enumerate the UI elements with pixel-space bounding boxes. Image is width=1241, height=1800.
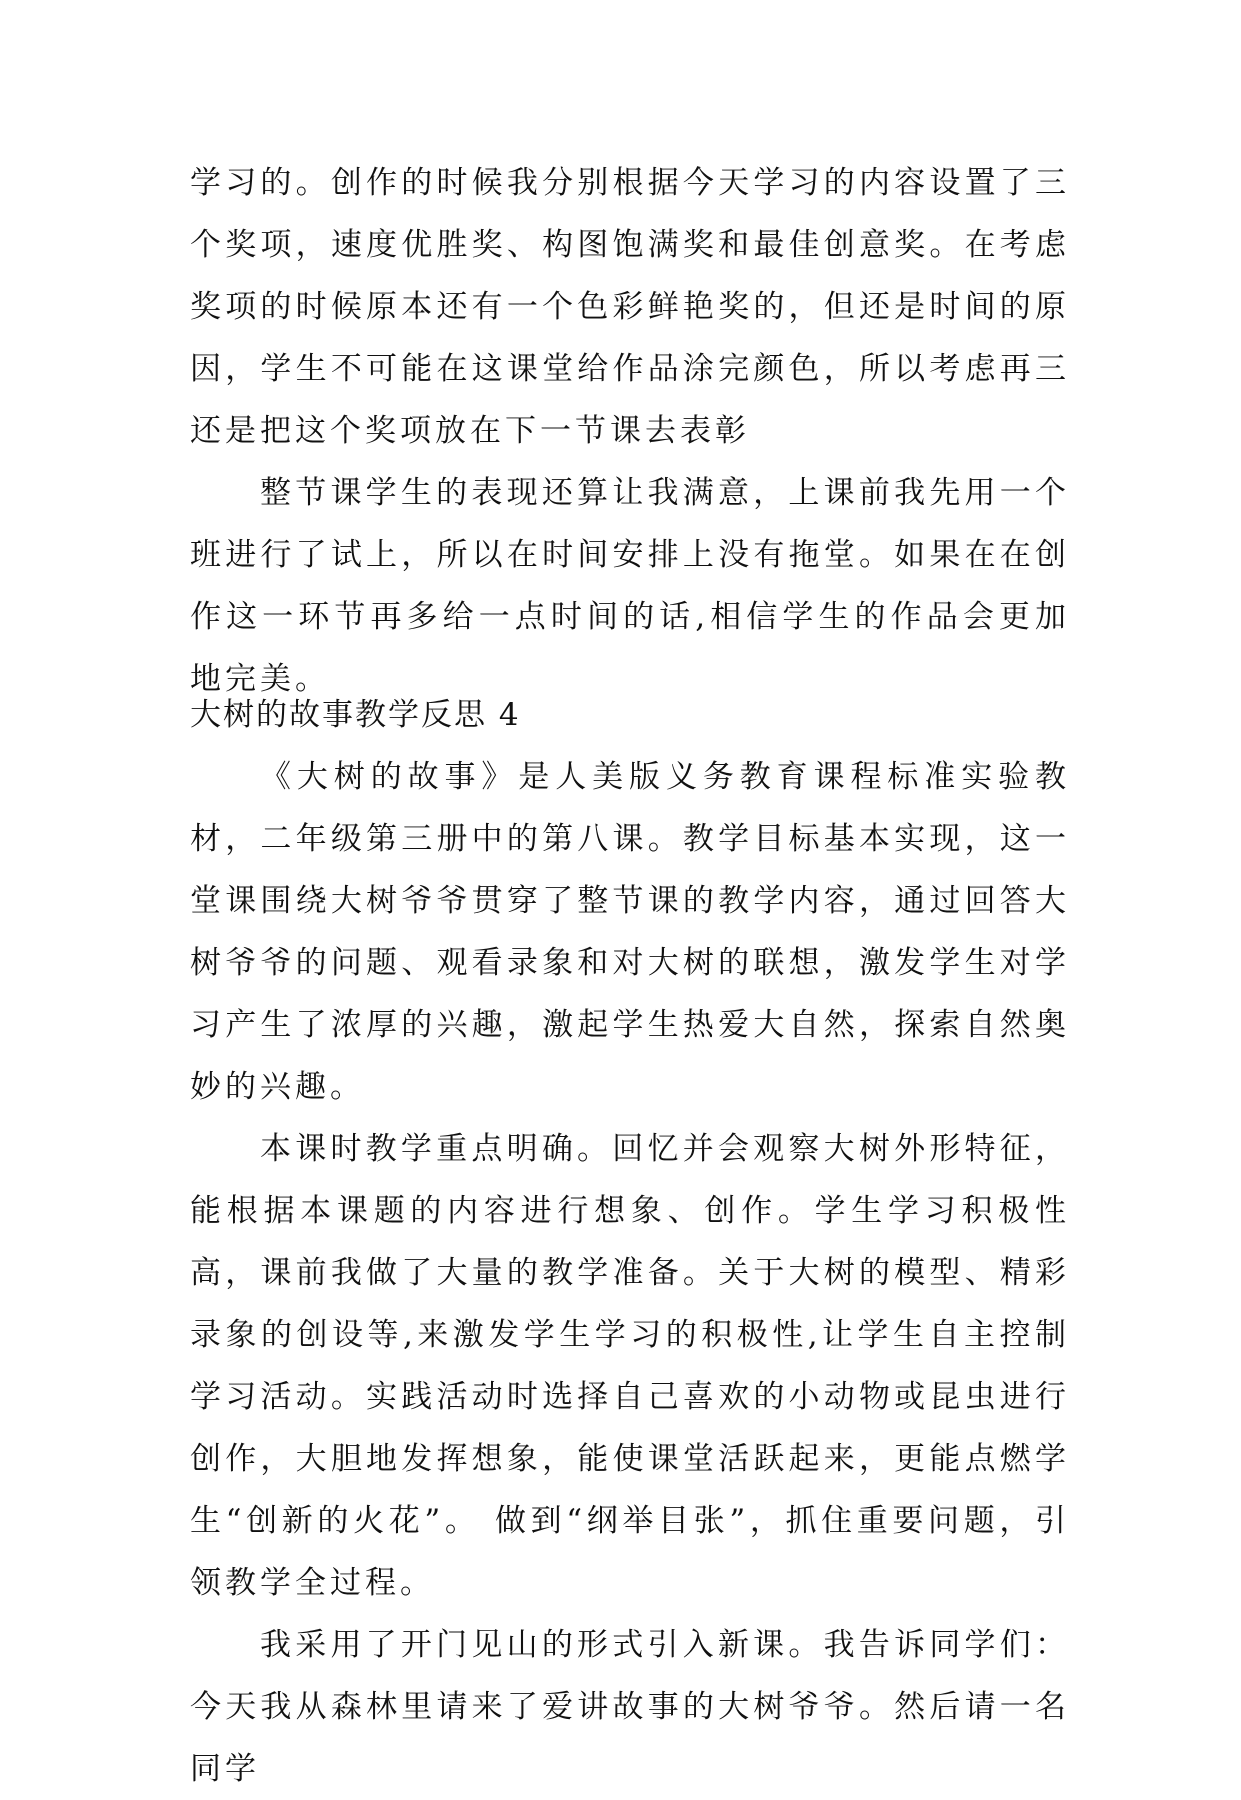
paragraph: 《大树的故事》是人美版义务教育课程标准实验教材，二年级第三册中的第八课。教学目标基本实现，这一堂课围绕大树爷爷贯穿了整节课的教学内容，通过回答大树爷爷的问题、观看录象和对大树的联想，激发学生对学习产生了浓厚的兴趣，激起学生热爱大自然，探索自然奥妙的兴趣。 [190,759,1070,1105]
paragraph: 整节课学生的表现还算让我满意，上课前我先用一个班进行了试上，所以在时间安排上没有拖堂。如果在在创作这一环节再多给一点时间的话,相信学生的作品会更加地完美。 [190,475,1070,697]
section-heading: 大树的故事教学反思 4 [190,697,521,733]
paragraph: 我采用了开门见山的形式引入新课。我告诉同学们：今天我从森林里请来了爱讲故事的大树爷爷。然后请一名同学 [190,1627,1070,1787]
paragraph-continuation: 学习的。创作的时候我分别根据今天学习的内容设置了三个奖项，速度优胜奖、构图饱满奖和最佳创意奖。在考虑奖项的时候原本还有一个色彩鲜艳奖的，但还是时间的原因，学生不可能在这课堂给作品涂完颜色，所以考虑再三还是把这个奖项放在下一节课去表彰 [190,165,1070,449]
paragraph: 本课时教学重点明确。回忆并会观察大树外形特征，能根据本课题的内容进行想象、创作。学生学习积极性高，课前我做了大量的教学准备。关于大树的模型、精彩录象的创设等,来激发学生学习的积极性,让学生自主控制学习活动。实践活动时选择自己喜欢的小动物或昆虫进行创作，大胆地发挥想象，能使课堂活跃起来，更能点燃学生“创新的火花”。 做到“纲举目张”，抓住重要问题，引领教学全过程。 [190,1131,1070,1601]
section-one [190,152,1070,710]
section-two [190,684,1070,1800]
